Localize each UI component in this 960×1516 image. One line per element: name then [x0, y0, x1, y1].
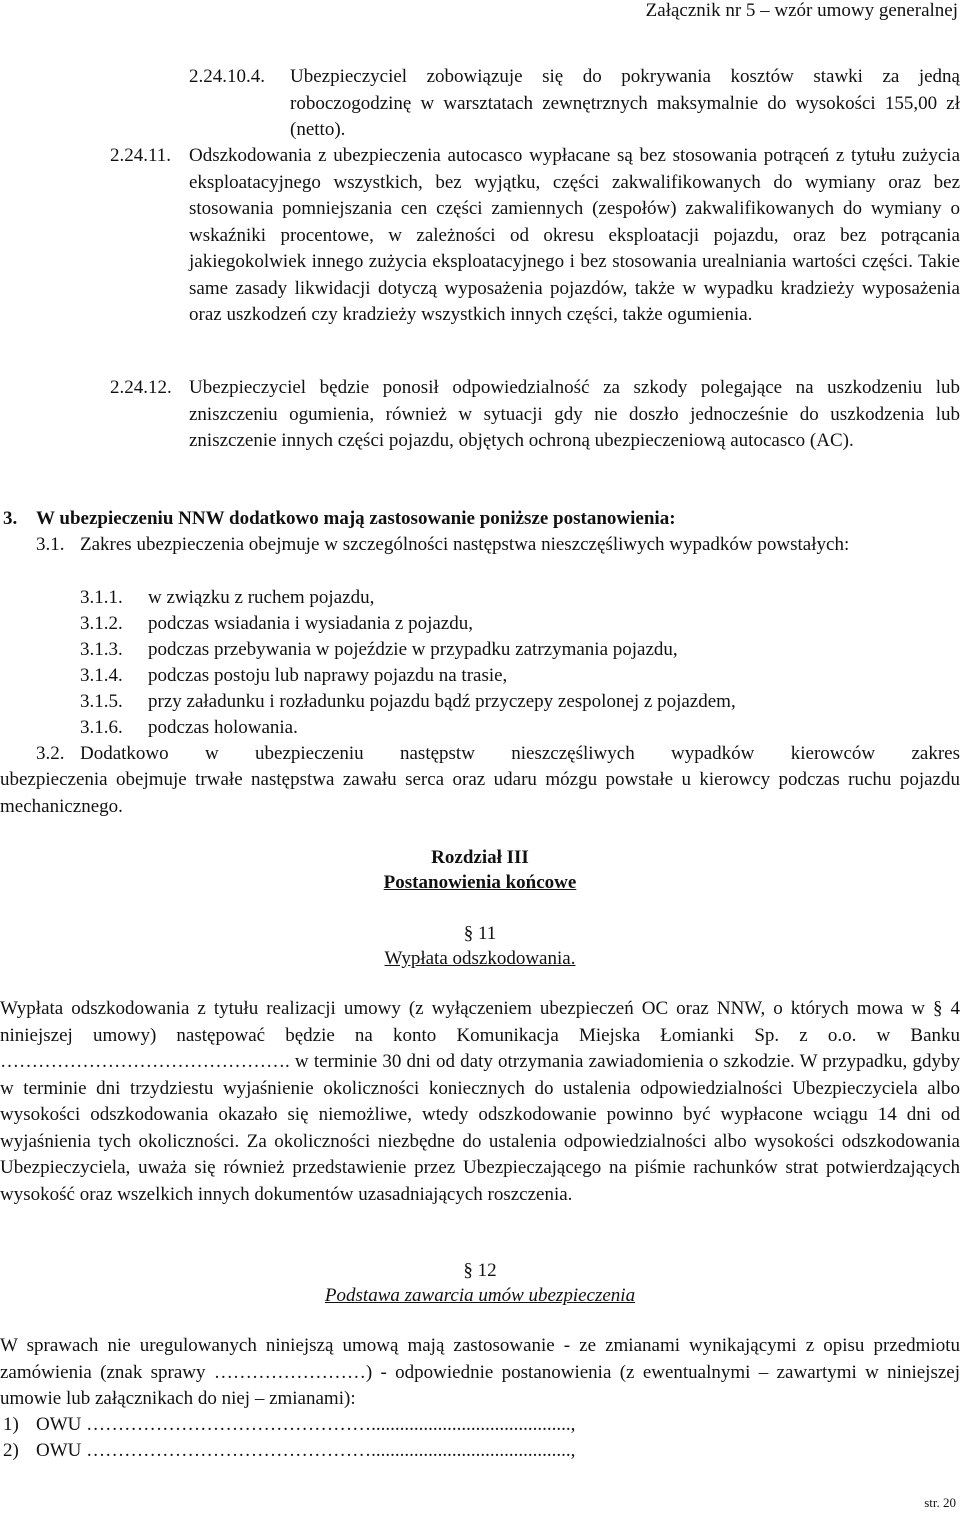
section-3-number: 3.: [3, 508, 18, 529]
list-item-number: 1): [3, 1414, 19, 1435]
list-item-number: 3.1.2.: [80, 613, 123, 634]
section-number: 3.2.: [36, 743, 65, 764]
list-item-number: 3.1.5.: [80, 691, 123, 712]
section-number: 2.24.11.: [110, 145, 172, 166]
list-item-text: w związku z ruchem pojazdu,: [148, 587, 375, 608]
list-item-text: OWU ………………………………………..........................................,: [36, 1440, 576, 1461]
paragraph-mark: § 12: [463, 1260, 497, 1281]
paragraph-title: Wypłata odszkodowania.: [384, 948, 576, 969]
section-number: 2.24.10.4.: [189, 66, 265, 87]
list-item-text: podczas postoju lub naprawy pojazdu na trasie,: [148, 665, 508, 686]
section-3-1-text: Zakres ubezpieczenia obejmuje w szczególności następstwa nieszczęśliwych wypadków powstałych:: [80, 534, 850, 555]
section-2-24-11-text: Odszkodowania z ubezpieczenia autocasco wypłacane są bez stosowania potrąceń z tytułu zużycia eksploatacyjnego wszystkich, bez wyjątku, części zakwalifikowanych do wymiany oraz bez stosowania pomniejszania cen części zamiennych (zespołów) zakwalifikowanych do wymiany o wskaźniki procentowe, w zależności od okresu eksploatacji pojazdu, oraz bez potrącania jakiegokolwiek innego zużycia eksploatacyjnego i bez stosowania urealniania wartości części. Takie same zasady likwidacji dotyczą wyposażenia pojazdów, także w wypadku kradzieży wyposażenia oraz uszkodzeń czy kradzieży wszystkich innych części, także ogumienia.: [189, 145, 960, 325]
list-item-number: 3.1.3.: [80, 639, 123, 660]
section-number: 2.24.12.: [110, 377, 172, 398]
list-item-text: podczas holowania.: [148, 717, 298, 738]
list-item-number: 3.1.1.: [80, 587, 123, 608]
chapter-title: Rozdział III: [431, 847, 529, 868]
chapter-subtitle: Postanowienia końcowe: [383, 872, 577, 893]
section-3-2-text: ubezpieczenia obejmuje trwałe następstwa zawału serca oraz udaru mózgu powstałe u kierowcy podczas ruchu pojazdu mechanicznego.: [0, 769, 960, 817]
list-item-number: 2): [3, 1440, 19, 1461]
list-item-text: podczas wsiadania i wysiadania z pojazdu,: [148, 613, 473, 634]
section-2-24-12-text: Ubezpieczyciel będzie ponosił odpowiedzialność za szkody polegające na uszkodzeniu lub zniszczeniu ogumienia, również w sytuacji gdy nie doszło jednocześnie do uszkodzenia lub zniszczenie innych części pojazdu, objętych ochroną ubezpieczeniową autocasco (AC).: [189, 377, 960, 451]
list-item-text: przy załadunku i rozładunku pojazdu bądź przyczepy zespolonej z pojazdem,: [148, 691, 736, 712]
paragraph-title: Podstawa zawarcia umów ubezpieczenia: [324, 1285, 636, 1306]
list-item-number: 3.1.6.: [80, 717, 123, 738]
list-item-text: OWU ………………………………………..........................................,: [36, 1414, 576, 1435]
page-number: str. 20: [924, 1495, 956, 1510]
section-2-24-10-4-text: Ubezpieczyciel zobowiązuje się do pokrywania kosztów stawki za jedną roboczogodzinę w warsztatach zewnętrznych maksymalnie do wysokości 155,00 zł (netto).: [290, 66, 960, 140]
list-item-number: 3.1.4.: [80, 665, 123, 686]
paragraph-11-text: Wypłata odszkodowania z tytułu realizacji umowy (z wyłączeniem ubezpieczeń OC oraz NNW, o których mowa w § 4 niniejszej umowy) następować będzie na konto Komunikacja Miejska Łomianki Sp. z o.o. w Banku ………………………………………. w terminie 30 dni od daty otrzymania zawiadomienia o szkodzie. W przypadku, gdyby w terminie dni trzydziestu wyjaśnienie okoliczności koniecznych do ustalenia odpowiedzialności Ubezpieczyciela albo wysokości odszkodowania okazało się niemożliwe, wtedy odszkodowanie powinno być wypłacone wciągu 14 dni od wyjaśnienia tych okoliczności. Za okoliczności niezbędne do ustalenia odpowiedzialności albo wysokości odszkodowania Ubezpieczyciela, uważa się również przedstawienie przez Ubezpieczającego na piśmie rachunków strat potwierdzających wysokość oraz wszelkich innych dokumentów uzasadniających roszczenia.: [0, 998, 960, 1205]
list-item-text: podczas przebywania w pojeździe w przypadku zatrzymania pojazdu,: [148, 639, 678, 660]
section-3-title: W ubezpieczeniu NNW dodatkowo mają zastosowanie poniższe postanowienia:: [36, 508, 676, 529]
page-header: Załącznik nr 5 – wzór umowy generalnej: [645, 0, 958, 21]
section-3-2-first-line: Dodatkowo w ubezpieczeniu następstw nieszczęśliwych wypadków kierowców zakres: [80, 743, 960, 764]
section-number: 3.1.: [36, 534, 65, 555]
paragraph-12-text: W sprawach nie uregulowanych niniejszą umową mają zastosowanie - ze zmianami wynikającymi z opisu przedmiotu zamówienia (znak sprawy ……………………) - odpowiednie postanowienia (z ewentualnymi – zawartymi w niniejszej umowie lub załącznikach do niej – zmianami):: [0, 1335, 960, 1409]
paragraph-mark: § 11: [463, 923, 497, 944]
